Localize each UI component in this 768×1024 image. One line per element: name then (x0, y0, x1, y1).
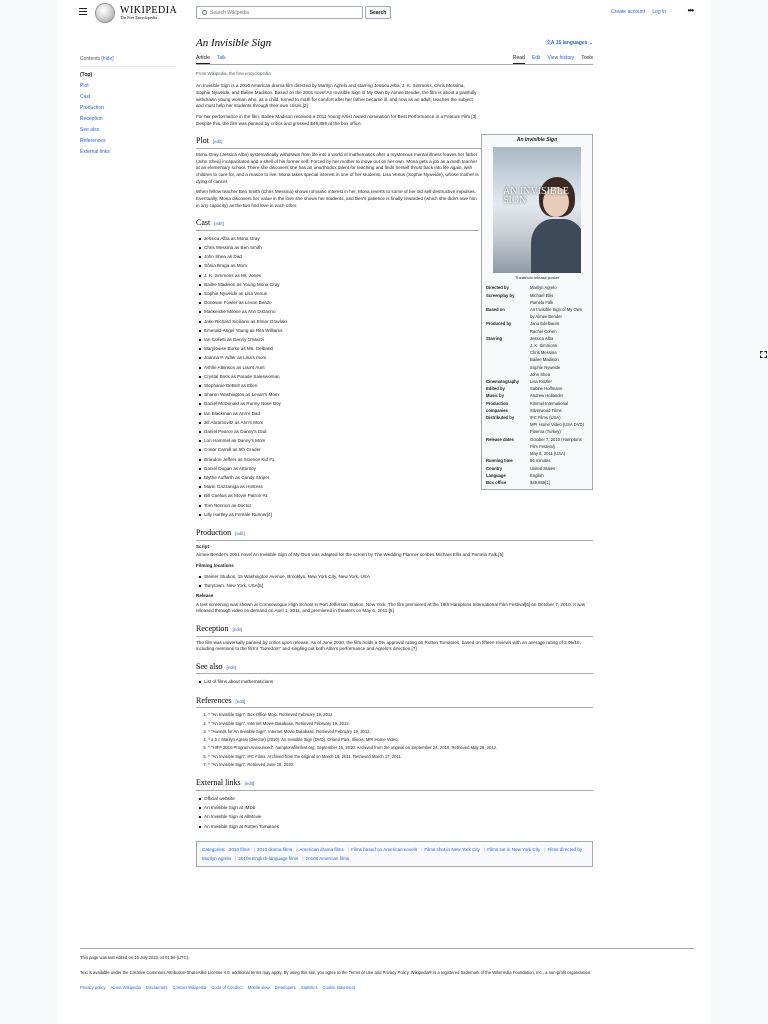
infobox-value: Lisa Rinzler (530, 379, 552, 385)
heading-plot: Plot [edit] (196, 135, 593, 149)
cast-item[interactable]: Lilly Hartley as Female Runner[4] (204, 510, 593, 519)
cast-item[interactable]: Bailee Madison as Young Mona Gray (204, 280, 593, 289)
cast-item[interactable]: Crystal Bock as Parade Saleswoman (204, 372, 593, 381)
footer-link[interactable]: Mobile view (247, 985, 270, 991)
toc-hide-link[interactable]: [hide] (101, 56, 114, 62)
infobox-value: 96 minutes (530, 458, 551, 464)
intro-paragraph-2: For her performance in the film, Bailee Madison received a 2011 Young Artist Award nomination for Best Performance in a Feature Film.[3] Despite this, the film was panned by critics and grossed $49,859 at the box office. (196, 114, 477, 126)
search-button[interactable]: Search (365, 6, 391, 19)
edit-references-link[interactable]: edit (236, 698, 244, 704)
heading-cast: Cast [edit] (196, 217, 479, 231)
tab-tools[interactable]: Tools (581, 55, 593, 61)
plot-paragraph-2: When fellow teacher Ben Smith (Chris Messina) shows romantic interest in her, Mona reverts to some of her old self-destructive impulses. Eventually, Mona discovers her value in the love she shows her students, and Ben's patience is finally rewarded (which she didn't owe him in any capacity) as the two find love in each other. (196, 189, 477, 208)
toc-item-4[interactable]: Reception (80, 116, 103, 123)
category-link[interactable]: 2010s English-language films (238, 855, 299, 861)
footer-link[interactable]: Privacy policy (80, 985, 106, 991)
heading-production: Production [edit] (196, 527, 593, 541)
category-separator: | (235, 855, 237, 861)
footer-link[interactable]: About Wikipedia (110, 985, 141, 991)
infobox-value: Andrew Hollander (530, 393, 564, 399)
edit-external-links-link[interactable]: edit (245, 781, 253, 787)
category-separator: | (296, 846, 298, 852)
category-separator: | (544, 846, 546, 852)
category-link[interactable]: American drama films (299, 846, 344, 852)
toc-title: Contents (80, 56, 101, 62)
external-link-item[interactable]: An Invisible Sign at Rotten Tomatoes (204, 822, 593, 831)
menu-icon[interactable] (79, 8, 87, 15)
cast-item[interactable]: Jill Abramovitz as Ann's Mom (204, 418, 593, 427)
heading-reception: Reception [edit] (196, 623, 593, 637)
infobox-title: An Invisible Sign (516, 137, 558, 144)
edit-production-link[interactable]: edit (236, 531, 244, 537)
tab-talk[interactable]: Talk (216, 55, 226, 61)
footer-link[interactable]: Contact Wikipedia (172, 985, 207, 991)
toc-item-5[interactable]: See also (80, 127, 100, 134)
filming-item[interactable]: Steiner Studios, 15 Washington Avenue, Brooklyn, New York City, New York, USA (204, 572, 593, 581)
external-links-list (204, 794, 593, 831)
tab-view-history[interactable]: View history (547, 55, 575, 61)
filming-item[interactable]: Tarrytown, New York, USA[5] (204, 581, 593, 590)
search-input[interactable] (210, 9, 360, 17)
category-link[interactable]: Films based on American novels (350, 846, 418, 852)
infobox-label: Box office (486, 479, 507, 485)
language-count: 16 languages (555, 40, 588, 46)
reference-item: 3. ^ "Awards for An Invisible Sign". Internet Movie Database. Retrieved February 19, 2012. (208, 728, 593, 736)
release-paragraph: A test screening was shown at Comsewogue High School in Port Jefferson Station, New York. The film premiered at the 18th Hamptons International Film Festival[6] on October 7, 2010. It was released through video on demand on April 1, 2011, and premiered in theaters on May 6, 2011.[5] (196, 601, 586, 614)
page-title: An Invisible Sign (196, 37, 272, 49)
infobox-label: Based on (486, 307, 505, 313)
filming-list (204, 572, 593, 590)
heading-external-links: External links [edit] (196, 777, 593, 791)
toc-item-6[interactable]: References (80, 138, 106, 145)
script-paragraph: Aimee Bender's 2001 novel An Invisible Sign of My Own was adapted for the screen by The Wedding Planner scribes Michael Ellis and Pamela Falk.[5] (196, 552, 504, 558)
cast-item[interactable]: Bill Coelius as Movie Patron #1 (204, 491, 593, 500)
infobox-value: United States (530, 465, 556, 471)
poster-caption: Theatrical release poster (514, 274, 560, 280)
toc-header (80, 56, 176, 67)
category-separator: | (302, 855, 304, 861)
toc-item-7[interactable]: External links (80, 149, 110, 156)
infobox-value: IFC Films (USA) MPI Home Video (USA DVD) Pinema (Turkey) (530, 415, 584, 435)
infobox-label: Release dates (486, 436, 514, 442)
cast-item[interactable]: Jessica Alba as Mona Gray (204, 234, 593, 243)
category-link[interactable]: 2010 films (228, 846, 250, 852)
infobox-label: Starring (486, 335, 503, 341)
footer-links (80, 985, 694, 991)
category-separator: | (253, 846, 255, 852)
cast-item[interactable]: Emerald-Angel Young as Rita Williams (204, 326, 593, 335)
cast-item[interactable]: Ashlie Atkinson as Lisa's Aunt (204, 363, 593, 372)
create-account-link[interactable]: Create account (611, 9, 645, 15)
wikipedia-globe-logo[interactable] (95, 3, 115, 23)
site-sub: From Wikipedia, the free encyclopedia (196, 71, 271, 76)
category-link[interactable]: Films shot in New York City (424, 846, 480, 852)
heading-cast-text: Cast (196, 218, 211, 228)
category-separator: | (347, 846, 349, 852)
heading-script: Script (196, 543, 210, 549)
infobox-value: Jana Edelbaum Rachel Cohen (530, 321, 560, 334)
heading-references: References [edit] (196, 695, 593, 709)
wordmark[interactable]: WIKIPEDIA (120, 5, 178, 16)
cast-item[interactable]: Joanna P. Adler as Lisa's mom (204, 353, 593, 362)
search-icon (202, 10, 207, 15)
infobox-value: Marilyn Agrelo (530, 285, 557, 291)
heading-plot-text: Plot (196, 136, 209, 146)
footer-link[interactable]: Statistics (300, 985, 318, 991)
footer-link[interactable]: Cookie statement (322, 985, 356, 991)
category-link[interactable]: 2010 drama films (256, 846, 293, 852)
page (58, 0, 710, 1024)
heading-reception-text: Reception (196, 623, 229, 633)
heading-external-links-text: External links (196, 778, 241, 788)
cast-list (204, 234, 593, 519)
cast-item[interactable]: Sophie Nyweide as Lisa Venus (204, 289, 593, 298)
cast-item[interactable]: Daniel McDonald as Runny Nose Boy (204, 399, 593, 408)
infobox-label: Produced by (486, 321, 512, 327)
toc-item-2[interactable]: Cast (80, 94, 91, 101)
cast-item[interactable]: Jake Richard Siciliano as Elmer Gravlaki (204, 317, 593, 326)
category-link[interactable]: Films directed by Marilyn Agrelo (202, 846, 583, 861)
tab-read[interactable]: Read (513, 55, 525, 64)
edit-cast-link[interactable]: edit (215, 221, 223, 227)
edit-see-also-link[interactable]: edit (227, 664, 235, 670)
categories-box (196, 841, 593, 867)
toc-item-3[interactable]: Production (80, 105, 104, 112)
heading-filming: Filming locations (196, 562, 234, 568)
footer-link[interactable]: Developers (274, 985, 296, 991)
personal-tools (605, 9, 666, 16)
external-link-item[interactable]: An Invisible Sign at IMDb (204, 803, 593, 812)
reference-item: 6. ^ "An Invisible Sign". IFC Films. Archived from the original on March 19, 2011. Retrieved March 17, 2011. (208, 753, 593, 761)
cast-item[interactable]: Tom Nonnon as Doctor (204, 501, 593, 510)
license-text: Text is available under the Creative Commons Attribution-ShareAlike License 4.0; additional terms may apply. By using this site, you agree to the Terms of Use and Privacy Policy. Wikipedia® is a registered trademark of the Wikimedia Foundation, Inc., a non-profit organization. (80, 970, 592, 976)
cast-item[interactable]: Donovan Fowler as Levan Beaze (204, 298, 593, 307)
heading-see-also-text: See also (196, 661, 223, 671)
footer-link[interactable]: Code of Conduct (211, 985, 243, 991)
infobox-value: Michael Ellis Pamela Falk (530, 292, 554, 305)
heading-see-also: See also [edit] (196, 661, 593, 675)
reference-item: 4. ^ a b c Marilyn Agrelo (director) (2010). An Invisible Sign (DVD). Orland Park, Illinois: MPI Home Video. (208, 736, 593, 744)
edit-plot-link[interactable]: edit (214, 139, 222, 145)
categories-label[interactable]: Categories: (202, 846, 226, 852)
plot-paragraph-1: Mona Gray (Jessica Alba) systematically withdraws from life into a world of mathematics after a mysterious mental illness leaves her father (John Shea) incapacitated and a shell of his former self. Forced by her mother to move out on her own, Mona gets a job as a math teacher at an elementary school. There she discovers she has an unorthodox talent for teaching and finds herself thrust back into life again, with children to care for, and a reason to live. Mona takes special interest in one of her students, Lisa Venus (Sophie Nyweide), whose mother is dying of cancer. (196, 151, 479, 184)
tagline: The Free Encyclopedia (120, 15, 158, 20)
infobox-label: Country (486, 465, 503, 471)
search-box (196, 6, 363, 19)
cast-item[interactable]: Brandon Jeffers as Science Kid #1 (204, 455, 593, 464)
fullscreen-icon[interactable] (760, 351, 767, 358)
language-button[interactable]: 文A 16 languages ⌄ (545, 40, 593, 46)
infobox-value: Kimmel International Silverwood Films (530, 400, 569, 413)
cast-item[interactable]: Sônia Braga as Mom (204, 261, 593, 270)
infobox-label: Directed by (486, 285, 509, 291)
category-separator: | (483, 846, 486, 852)
infobox-label: Music by (486, 393, 504, 399)
cast-item[interactable]: Conor Carroll as 5th Grader (204, 445, 593, 454)
infobox-value: October 7, 2010 (Hamptons Film Festival) May 6, 2011 (USA) (530, 436, 582, 457)
reference-item: 2. ^ "An Invisible Sign". Internet Movie Database. Retrieved February 19, 2012. (208, 720, 593, 728)
heading-references-text: References (196, 695, 232, 705)
category-link[interactable]: 2010s American films (305, 855, 350, 861)
main-content (196, 36, 593, 867)
tab-article[interactable]: Article (196, 55, 210, 64)
cast-item[interactable]: Marylouise Burke as Ms. Gelband (204, 344, 593, 353)
infobox-value: $49,859[1] (530, 479, 550, 485)
tab-edit[interactable]: Edit (531, 55, 541, 61)
infobox-value: Jessica Alba J. K. Simmons Chris Messina Bailee Madison Sophie Nyweide John Shea (530, 335, 561, 377)
infobox-value: English (530, 472, 544, 478)
last-edited: This page was last edited on 16 July 2023, at 01:59 (UTC). (80, 955, 190, 960)
cast-item[interactable]: Ian Colletti as Danny O'Mazzi (204, 335, 593, 344)
heading-production-text: Production (196, 528, 232, 538)
cast-item[interactable]: Daniel Pearce as Danny's Dad (204, 427, 593, 436)
infobox-label: Screenplay by (486, 292, 515, 298)
footer-link[interactable]: Disclaimers (145, 985, 168, 991)
page-tabs (196, 55, 593, 65)
cast-item[interactable]: Mackenzie Milone as Ann DiGanno (204, 307, 593, 316)
external-link-item[interactable]: An Invisible Sign at AllMovie (204, 812, 593, 821)
edit-reception-link[interactable]: edit (233, 626, 241, 632)
page-footer (80, 948, 694, 1000)
cast-item[interactable]: Chris Messina as Ben Smith (204, 243, 593, 252)
reception-paragraph: The film was universally panned by critics upon release. As of June 2020, the film holds a 0% approval rating on Rotten Tomatoes, based on fifteen reviews with an average rating of 3.05/10, including mentions to the film's "boredom" and singling out both Alba's performance and Agrelo's direction.[7] (196, 639, 581, 652)
external-link-item[interactable]: Official website (204, 794, 593, 803)
poster-title-text: AN INVISIBLE SIGN (503, 185, 569, 206)
infobox-value: Sabine Hoffmann (530, 386, 563, 392)
category-link[interactable]: Films set in New York City (487, 846, 541, 852)
more-options-icon[interactable]: ••• (687, 6, 693, 15)
infobox-label: Production companies (486, 400, 509, 413)
see-also-item[interactable]: List of films about mathematicians (204, 677, 593, 686)
infobox-value: An Invisible Sign of My Own by Aimee Bender (530, 307, 583, 320)
toc-item-0[interactable]: (Top) (80, 72, 93, 79)
reference-item: 1. ^ "An Invisible Sign". Box Office Mojo. Retrieved February 19, 2012. (208, 711, 593, 719)
log-in-link[interactable]: Log in (652, 9, 666, 15)
cast-item[interactable]: Daniel Dugan as Attorney (204, 464, 593, 473)
reference-item: 5. ^ "HIFF 2010 Program Announced". hamptonsfilmfest.org. September 15, 2010. Archived from the original on September 24, 2010. Retrieved May 28, 2012. (208, 744, 593, 752)
cast-item[interactable]: J. K. Simmons as Mr. Jones (204, 271, 593, 280)
reference-item: 7. ^ "An Invisible Sign". Retrieved June 18, 2020. (208, 761, 593, 769)
cast-item[interactable]: Blythe Auffarth as Candy Striper (204, 473, 593, 482)
see-also-list (204, 677, 593, 686)
cast-item[interactable]: Marin Gazzaniga as Hostess (204, 482, 593, 491)
table-of-contents (80, 56, 176, 158)
infobox-label: Cinematography (486, 379, 520, 385)
references-list (208, 711, 593, 769)
cast-item[interactable]: Lori Hammel as Danny's Mom (204, 436, 593, 445)
infobox-label: Edited by (486, 386, 505, 392)
site-header (58, 0, 710, 26)
infobox-label: Running time (486, 458, 513, 464)
cast-item[interactable]: Stephanie DeBolt as Ellen (204, 381, 593, 390)
cast-item[interactable]: Ian Blackman as Ann's Dad (204, 409, 593, 418)
category-separator: | (421, 846, 423, 852)
infobox-label: Language (486, 472, 506, 478)
cast-item[interactable]: Sharon Washington as Levan's Mom (204, 390, 593, 399)
toc-item-1[interactable]: Plot (80, 83, 89, 90)
cast-item[interactable]: John Shea as Dad (204, 252, 593, 261)
infobox-label: Distributed by (486, 415, 515, 421)
intro-paragraph-1: An Invisible Sign is a 2010 American drama film directed by Marilyn Agrelo and starring Jessica Alba, J. K. Simmons, Chris Messina, Sophie Nyweide, and Bailee Madison. Based on the 2001 novel An Invisible Sign of My Own by Aimee Bender, the film is about a painfully withdrawn young woman who, as a child, turned to math for comfort after her father became ill, and now as an adult, teaches the subject and must help her students through their own crises.[2] (196, 83, 477, 109)
heading-release: Release (196, 593, 214, 599)
